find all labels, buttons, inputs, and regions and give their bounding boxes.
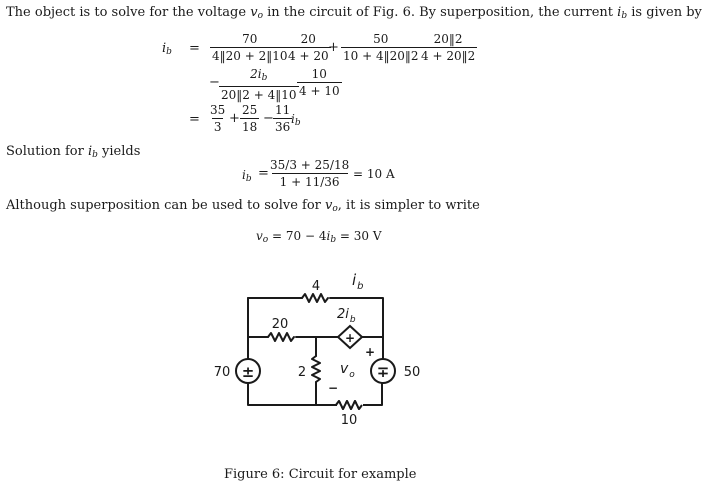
eq3-result: = 10 A: [353, 167, 395, 181]
eq2-minus: −: [263, 111, 274, 126]
eq1-frac3: $\frac{50}{10 + 4‖20‖2}$: [343, 32, 419, 63]
label-r20: 20: [271, 317, 289, 332]
eq1-lhs: $i_b$: [162, 41, 172, 57]
label-minus: −: [327, 381, 339, 395]
dep-source-sign: +: [344, 331, 356, 345]
wire-mid-right: [296, 337, 316, 356]
label-50: 50: [403, 365, 421, 380]
resistor-20: [268, 333, 294, 341]
label-r2: 2: [297, 365, 307, 380]
eq1-frac4: $\frac{20‖2}{4 + 20‖2}$: [421, 32, 476, 63]
eq1-equals: =: [189, 41, 200, 56]
label-r4: 4: [311, 279, 321, 294]
label-r10: 10: [340, 413, 358, 428]
solution-text: Solution for $i_b$ yields: [6, 144, 141, 160]
eq1-frac2: $\frac{20}{4 + 20}$: [288, 32, 329, 63]
resistor-4: [302, 294, 328, 302]
label-vo: $v_o$: [340, 361, 355, 380]
eq3-frac: $\frac{35/3 + 25/18}{1 + 11/36}$: [270, 158, 350, 189]
resistor-2: [312, 356, 320, 382]
eq2-frac3: $\frac{11}{36}$: [275, 103, 291, 134]
source-right-sign: ∓: [376, 363, 390, 381]
eq2-tail: $i_b$: [291, 112, 301, 128]
intro-text: The object is to solve for the voltage $v_o$ in the circuit of Fig. 6. By superposition, the current $i_b$ is given by: [6, 5, 702, 21]
label-current: $i_b$: [352, 271, 364, 292]
label-70: 70: [213, 365, 231, 380]
label-dep: $2i_b$: [337, 307, 356, 325]
figure-caption: Figure 6: Circuit for example: [224, 467, 417, 482]
eq2-equals: =: [189, 112, 200, 127]
eq1-frac6: $\frac{10}{4 + 10}$: [299, 67, 340, 98]
eq1-frac1: $\frac{70}{4‖20 + 2‖10}$: [212, 32, 288, 63]
eq1-plus: +: [328, 40, 339, 55]
although-text: Although superposition can be used to solve for $v_o$, it is simpler to write: [6, 198, 480, 214]
label-plus: +: [364, 345, 376, 359]
eq1-minus: −: [209, 75, 220, 90]
equation-vo: $v_o = 70 - 4i_b = 30$ V: [256, 229, 382, 245]
eq2-plus: +: [229, 111, 240, 126]
eq1-frac5: $\frac{2i_b}{20‖2 + 4‖10}$: [221, 67, 297, 102]
eq2-frac2: $\frac{25}{18}$: [242, 103, 258, 134]
eq2-frac1: $\frac{35}{3}$: [210, 103, 226, 134]
eq3-lhs: $i_b$: [242, 168, 252, 184]
source-left-sign: ±: [241, 363, 255, 381]
eq3-equals: =: [258, 166, 269, 181]
